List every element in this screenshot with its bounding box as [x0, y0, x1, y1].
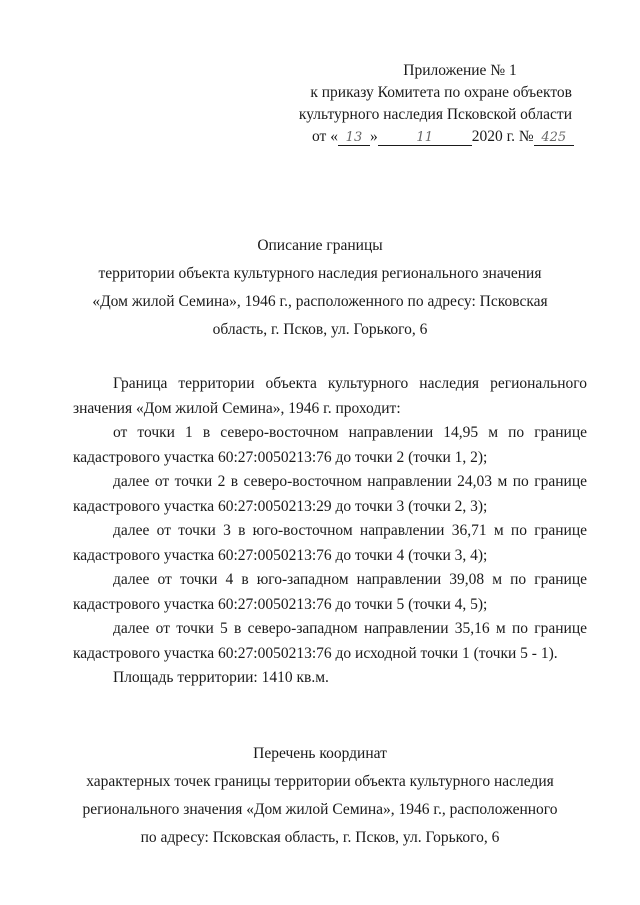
appendix-title: Приложение № 1: [403, 62, 517, 79]
order-number-handwritten: 425: [534, 130, 574, 146]
appendix-order-line: к приказу Комитета по охране объектов: [310, 84, 572, 101]
date-year: 2020 г. №: [471, 128, 534, 145]
body-paragraph: от точки 1 в северо-восточном направлении 14,95 м по границе кадастрового участка 60:27:0050213:76 до точки 2 (точки 1, 2);: [73, 424, 587, 466]
heading-line: область, г. Псков, ул. Горького, 6: [212, 321, 428, 338]
appendix-header: [290, 60, 600, 148]
heading-line: по адресу: Псковская область, г. Псков, ул. Горького, 6: [140, 829, 500, 846]
boundary-description-heading: [70, 232, 570, 344]
body-paragraph: далее от точки 5 в северо-западном направлении 35,16 м по границе кадастрового участка 60:27:0050213:76 до исходной точки 1 (точки 5 - 1).: [73, 620, 587, 662]
heading-line: Описание границы: [257, 237, 383, 254]
body-paragraph: далее от точки 2 в северо-восточном направлении 24,03 м по границе кадастрового участка 60:27:0050213:29 до точки 3 (точки 2, 3);: [73, 473, 587, 515]
heading-line: характерных точек границы территории объекта культурного наследия: [86, 773, 554, 790]
heading-line: «Дом жилой Семина», 1946 г., расположенного по адресу: Псковская: [92, 293, 548, 310]
area-paragraph: Площадь территории: 1410 кв.м.: [113, 669, 329, 686]
appendix-committee-line: культурного наследия Псковской области: [298, 106, 572, 123]
heading-line: Перечень координат: [253, 745, 387, 762]
body-paragraph: далее от точки 4 в юго-западном направлении 39,08 м по границе кадастрового участка 60:27:0050213:76 до точки 5 (точки 4, 5);: [73, 571, 587, 613]
date-prefix: от «: [312, 128, 338, 145]
date-close-quote: »: [369, 128, 378, 145]
date-day-handwritten: 13: [338, 130, 370, 146]
date-month-handwritten: 11: [378, 130, 472, 146]
body-paragraph: Граница территории объекта культурного наследия регионального значения «Дом жилой Семина», 1946 г. проходит:: [73, 375, 587, 417]
appendix-date-line: [290, 126, 600, 148]
coordinates-list-heading: [64, 740, 576, 852]
boundary-description-body: [73, 372, 587, 691]
heading-line: регионального значения «Дом жилой Семина», 1946 г., расположенного: [82, 801, 558, 818]
heading-line: территории объекта культурного наследия регионального значения: [98, 265, 542, 282]
body-paragraph: далее от точки 3 в юго-восточном направлении 36,71 м по границе кадастрового участка 60:27:0050213:76 до точки 4 (точки 3, 4);: [73, 522, 587, 564]
